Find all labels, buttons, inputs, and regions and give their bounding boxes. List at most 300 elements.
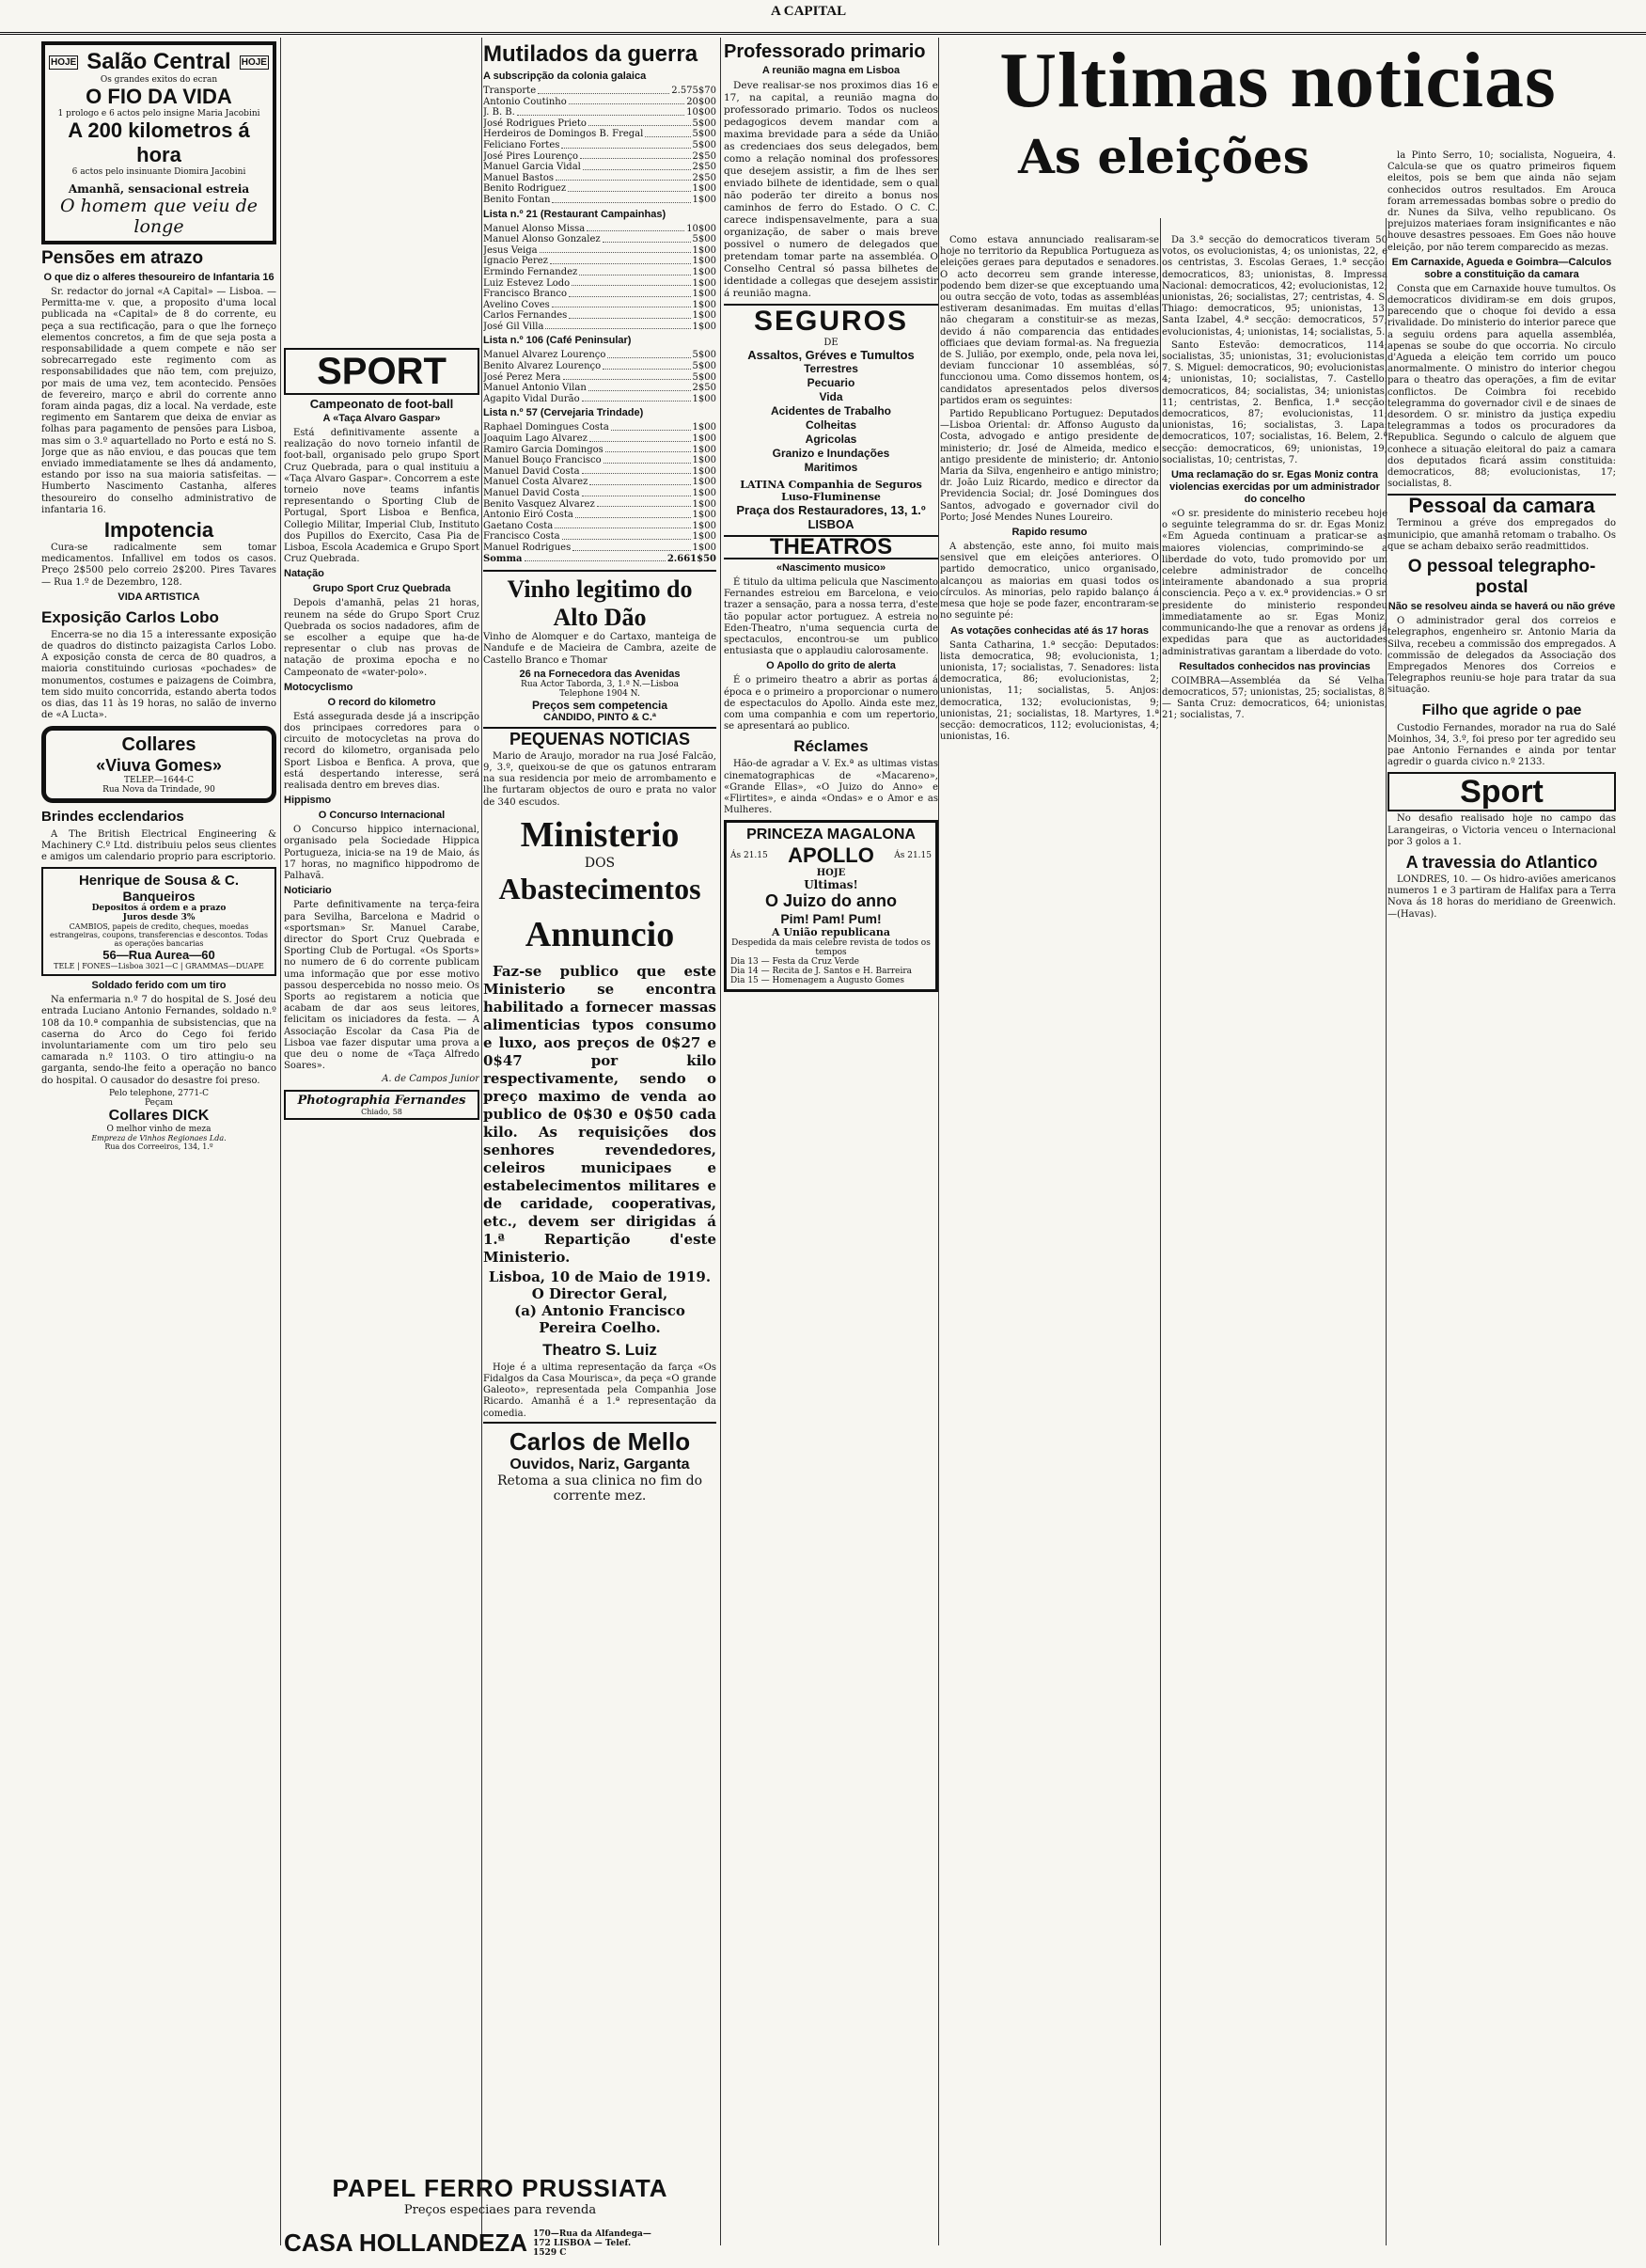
list-row xyxy=(483,256,716,267)
list-row xyxy=(483,361,716,372)
column-5 xyxy=(940,235,1159,745)
subhead: «Nascimento musico» xyxy=(776,562,886,574)
row-label: Raphael Domingues Costa xyxy=(483,422,609,433)
row-label: Benito Vasquez Alvarez xyxy=(483,498,595,510)
row-label: J. B. B. xyxy=(483,107,515,118)
ad-address: 26 na Fornecedora das Avenidas xyxy=(519,668,681,680)
section-title: Sport xyxy=(1387,772,1616,811)
list-row xyxy=(483,383,716,394)
subhead: Soldado ferido com um tiro xyxy=(91,980,227,992)
row-value: 1$00 xyxy=(692,531,716,543)
row-value: 2$50 xyxy=(692,383,716,394)
ad-body: Faz-se publico que este Ministerio se encontra habilitado a fornecer massas alimenticias typos consumo e luxo, aos preços de 0$27 e 0$47 por kilo respectivamente, sendo o preço maximo de venda ao publico de 0$30 e 0$50 cada kilo. As requisições dos senhores revendedores, celeiros municipaes e estabelecimentos militares e de caridade, cooperativas, etc., devem ser dirigidas á 1.ª Repartição d'este Ministerio. xyxy=(483,962,716,1266)
list-row xyxy=(483,234,716,245)
ad-address: Rua dos Correeiros, 134, 1.º xyxy=(104,1142,213,1151)
seguros-ad xyxy=(724,304,938,531)
headline: Pensões em atrazo xyxy=(41,248,204,268)
ad-line: Pim! Pam! Pum! xyxy=(780,911,882,927)
ad-line: DE xyxy=(823,338,839,348)
henrique-sousa-ad xyxy=(41,867,276,976)
list-row xyxy=(483,521,716,532)
ad-line: Dia 14 — Recita de J. Santos e H. Barreira xyxy=(730,967,912,977)
masthead-title: A CAPITAL xyxy=(771,4,847,19)
list-row xyxy=(483,86,716,97)
subhead: A subscripção da colonia galaica xyxy=(483,71,647,82)
ad-line: Dia 15 — Homenagem a Augusto Gomes xyxy=(730,976,904,986)
ad-title: Henrique de Sousa & C. xyxy=(78,873,240,890)
ad-line: Agricolas xyxy=(805,433,857,446)
ad-title: CASA HOLLANDEZA xyxy=(284,2229,528,2257)
subhead: Noticiario xyxy=(284,885,332,897)
tomorrow-label: Amanhã, sensacional estreia xyxy=(68,182,250,196)
row-label: Avelino Coves xyxy=(483,299,550,310)
subhead: Não se resolveu ainda se haverá ou não gréve xyxy=(1387,601,1616,613)
ad-body: Vinho de Alomquer e do Cartaxo, manteiga de Nandufe e de Macieira de Cambra, azeite de Castello Branco e Thomar xyxy=(483,632,716,666)
row-value: 2$50 xyxy=(692,162,716,173)
list-row xyxy=(483,322,716,333)
headline: Brindes ecclendarios xyxy=(41,808,184,825)
row-value: 1$00 xyxy=(692,256,716,267)
list-row xyxy=(483,488,716,499)
column-4 xyxy=(724,38,938,996)
row-label: Antonio Coutinho xyxy=(483,96,567,107)
row-label: Somma xyxy=(483,553,523,564)
headline: PEQUENAS NOTICIAS xyxy=(483,727,716,749)
subhead: O que diz o alferes thesoureiro de Infantaria 16 xyxy=(43,272,274,283)
row-value: 20$00 xyxy=(686,96,716,107)
subhead: O Concurso Internacional xyxy=(318,810,446,822)
row-label: Joaquim Lago Alvarez xyxy=(483,433,588,445)
ad-line: Pelo telephone, 2771-C xyxy=(109,1088,209,1098)
article-body: COIMBRA—Assembléa da Sé Velha: democraticos, 57; unionistas, 25; socialistas, 8. — Santa Cruz: democraticos, 64; unionistas, 21; socialistas, 7. xyxy=(1162,675,1387,721)
row-value: 1$00 xyxy=(692,310,716,322)
subhead: Lista n.º 57 (Cervejaria Trindade) xyxy=(483,407,644,419)
donor-list xyxy=(483,224,716,333)
ad-title: Ministerio xyxy=(520,814,680,855)
list-row xyxy=(483,162,716,173)
list-row xyxy=(483,445,716,456)
row-value: 1$00 xyxy=(692,183,716,195)
ad-line: Empreza de Vinhos Regionaes Lda. xyxy=(91,1133,227,1142)
ad-line: Despedida da mais celebre revista de todos os tempos xyxy=(731,938,931,958)
article-body: Santa Catharina, 1.ª secção: Deputados: lista democratica, 98; evolucionista, 1; unionista, 17; socialistas, 7. Senadores: lista democratica, 86; evolucionistas, 2; unionistas, 11; socialistas, 5. Anjos: democratica, 132; evolucionistas, 9; unionistas, 21; socialistas, 18. Martyres, 1.ª secção: democraticos, 112; evolucionistas, 4; unionistas, 16. xyxy=(940,639,1159,743)
ad-line: Vida xyxy=(819,390,843,403)
row-label: Manuel Alonso Gonzalez xyxy=(483,234,601,245)
subhead: Rapido resumo xyxy=(1011,527,1088,539)
article-body: Custodio Fernandes, morador na rua do Salé Moinhos, 34, 3.º, foi preso por ter agredido seu pae Antonio Fernandes e ainda por tentar agredir o guarda civico n.º 2133. xyxy=(1387,722,1616,768)
article-body: Hoje é a ultima representação da farça «Os Fidalgos da Casa Mourisca», da peça «O grande Galeoto», representada pela Companhia Jose Ricardo. Amanhã é a 1.ª representação da comedia. xyxy=(483,1362,716,1419)
article-body: Como estava annunciado realisaram-se hoje no territorio da Republica Portugueza as eleições geraes para deputados e senadores. O acto decorreu sem grande interesse, podendo bem dizer-se que exceptuando uma ou outra secção de voto, todas as assembléas estiveram desanimadas. Em muitas d'ellas não chegaram a constituir-se as mezas, devido á não comparencia das entidades officiaes que deviam formal-as. Na freguezia de S. Julião, por exemplo, onde, pela nova lei, deviam funccionar 10 assembléas, só funccionou uma. Como dissemos hontem, os candidatos apresentados pelos diversos partidos eram os seguintes: xyxy=(940,235,1159,406)
ad-signature: (a) Antonio Francisco Pereira Coelho. xyxy=(514,1301,685,1336)
ad-title: Carlos de Mello xyxy=(509,1426,691,1456)
venue-name: Salão Central xyxy=(86,49,231,74)
list-row xyxy=(483,433,716,445)
article-body: Consta que em Carnaxide houve tumultos. Os democraticos dividiram-se em dois grupos, parecendo que o choque foi devido a essa rivalidade. Do ministerio do interior parece que a seguiu ordens para aquella assembléa, apenas se soube do que occorria. No circulo d'Agueda a eleição tem corrido um pouco anormalmente. O ministro do interior chegou para o theatro das operações, a fim de evitar conflictos. De Coimbra foi recebido telegramma do governador civil e de sinaes de desordem. O sr. ministro da justiça expediu telegrammas a todos os procuradores da Republica. Segundo o calculo de alguem que conhece a situação eleitoral do paiz a camara dos deputados ficará assim constituida: democraticos, 88; evolucionistas, 17; socialistas, 8. xyxy=(1387,283,1616,490)
subhead: Lista n.º 21 (Restaurant Campainhas) xyxy=(483,208,666,220)
list-row xyxy=(483,129,716,140)
article-body: Mario de Araujo, morador na rua José Falcão, 9, 3.º, queixou-se de que os gatunos entraram na sua residencia por meio de arrombamento e lhe furtaram objectos de ouro e prata no valor de 340 escudos. xyxy=(483,750,716,808)
row-value: 5$00 xyxy=(692,118,716,129)
row-label: Carlos Fernandes xyxy=(483,310,568,322)
ad-line: Terrestres xyxy=(804,362,858,375)
ad-subtitle: Preços especiaes para revenda xyxy=(403,2203,597,2217)
row-label: Manuel Rodrigues xyxy=(483,542,572,553)
subhead: As votações conhecidas até ás 17 horas xyxy=(950,624,1149,637)
row-value: 5$00 xyxy=(692,139,716,150)
article-body: Encerra-se no dia 15 a interessante exposição de quadros do distincto paizagista Carlos Lobo. A exposição consta de cerca de 80 quadros, a maioria constituindo curiosas «pochades» de monumentos, costumes e paizagens de Coimbra, tem sido muito concorrida, estando aberta todos os dias, das 11 às 19 horas, no salão de inverno de «A Lucta». xyxy=(41,629,276,721)
ad-address: Chiado, 58 xyxy=(361,1107,402,1116)
list-row xyxy=(483,499,716,511)
row-value: 2$50 xyxy=(692,150,716,162)
row-label: Francisco Branco xyxy=(483,289,568,300)
article-body: Está assegurada desde já a inscripção dos principaes corredores para o circuito de motocycletas na prova do record do kilometro, organisada pelo Sport Lisboa e Benfica. A prova, que está despertando interesse, será realisada dentro em breves dias. xyxy=(284,711,479,792)
list-row xyxy=(483,173,716,184)
list-row xyxy=(483,195,716,206)
row-label: Ignacio Perez xyxy=(483,256,548,267)
collares-ad xyxy=(41,726,276,803)
subhead: Motocyclismo xyxy=(284,681,353,693)
section-headline: As eleições xyxy=(1018,129,1309,184)
row-value: 1$00 xyxy=(692,542,716,553)
list-row xyxy=(483,97,716,108)
article-body: la Pinto Serro, 10; socialista, Nogueira, 4. Calcula-se que os quatro primeiros fiquem eleitos, pois se bem que ainda não sejam conhecidos outros resultados. Em Arouca foram arremessadas bombas sobre o predio do dr. Nunes da Silva, velho republicano. Os prejuizos materiaes foram insignificantes e não houve desastres pessoaes. Em Goes não houve eleição, por não terem comparecido as mezas. xyxy=(1387,150,1616,253)
ad-line: Preços sem competencia xyxy=(531,698,668,712)
subhead: Hippismo xyxy=(284,795,332,807)
article-body: O Concurso hippico internacional, organisado pela Sociedade Hippica Portugueza, inicia-se na 19 de Maio, ás 17 horas, no magnifico hippodromo de Palhavã. xyxy=(284,825,479,882)
row-value: 2$50 xyxy=(692,172,716,183)
article-body: Deve realisar-se nos proximos dias 16 e 17, na capital, a reunião magna do professorado primario. Todos os nucleos pedagogicos devem mandar com a maxima brevidade para a séde da União as credenciaes dos seus delegados, bem como a relação nominal dos professores que desejem assistir, a fim de lhes ser enviado bilhete de identidade, sem o qual não poderão ter direito a bonus nos caminhos de ferro do Estado. O C. C. carece indispensavelmente, para a sua organização, de saber o mais breve possivel o numero de delegados que pretendam tomar parte na assembléa. O Conselho Central só passa bilhetes de identidade a collegas que desejem assistir á reunião magna. xyxy=(724,80,938,299)
ad-title: Abastecimentos xyxy=(498,871,701,906)
article-body: O administrador geral dos correios e telegraphos, engenheiro sr. Antonio Maria da Silva, recebeu a commissão dos empregados. A commissão de delegados da Associação dos Empregados Menores dos Correios e Telegraphos reuniu-se hoje para tratar da sua situação. xyxy=(1387,616,1616,696)
row-value: 1$00 xyxy=(692,289,716,300)
film-title: A 200 kilometros á hora xyxy=(68,118,250,166)
list-row xyxy=(483,140,716,151)
column-rule xyxy=(280,38,281,2245)
ad-telephone: TELE | FONES—Lisboa 3021—C | GRAMMAS—DUAPE xyxy=(54,962,264,971)
ad-line: Granizo e Inundações xyxy=(772,447,890,460)
ad-line: O melhor vinho de meza xyxy=(106,1124,212,1134)
column-rule xyxy=(481,38,482,2245)
row-value: 1$00 xyxy=(692,266,716,277)
list-row xyxy=(483,183,716,195)
donor-list xyxy=(483,350,716,404)
subhead: Lista n.º 106 (Café Peninsular) xyxy=(483,335,632,347)
row-label: Manuel Bastos xyxy=(483,172,554,183)
article-body: Terminou a gréve dos empregados do municipio, que amanhã retomam o trabalho. Os que se acham debaixo serão readmittidos. xyxy=(1387,518,1616,552)
ad-city: LISBOA xyxy=(807,517,854,531)
hoje-label: HOJE xyxy=(241,56,267,68)
article-body: A The British Electrical Engineering & Machinery C.º Ltd. distribuiu pelos seus clientes e amigos um calendario proprio para escriptorio. xyxy=(41,828,276,862)
ad-venue: APOLLO xyxy=(788,843,874,868)
dick-ad xyxy=(41,1089,276,1151)
article-body: «O sr. presidente do ministerio recebeu hoje o seguinte telegramma do sr. dr. Egas Moniz: «Em Agueda continuam a praticar-se as maiores violencias, comprimindo-se a liberdade do voto, tudo promovido por um celebre administrador de concelho inteiramente abandonado a sua propria consciencia. Peço a v. ex.ª providencias.» O sr. presidente do ministerio respondeu immediatamente ao sr. Egas Moniz, communicando-lhe que a renovar as ordens já expedidas para que as auctoridades administrativas garantam a liberdade do voto. xyxy=(1162,509,1387,657)
carlos-mello-ad xyxy=(483,1422,716,1504)
row-label: José Rodrigues Prieto xyxy=(483,118,587,129)
article-body: Na enfermaria n.º 7 do hospital de S. José deu entrada Luciano Antonio Fernandes, soldado n.º 108 da 10.ª companhia de subsistencias, que na caserna do Arco do Cego foi ferido involuntariamente com um tiro pelo seu camarada n.º 1103. O tiro attingiu-o na garganta, sendo-lhe feito a operação no banco do hospital. O causador do desastre foi preso. xyxy=(41,995,276,1086)
hoje-label: HOJE xyxy=(816,868,846,879)
row-label: Manuel David Costa xyxy=(483,488,580,498)
ad-lines xyxy=(724,348,938,475)
row-value: 1$00 xyxy=(692,194,716,205)
donor-list xyxy=(483,422,716,553)
ad-address: Rua Nova da Trindade, 90 xyxy=(102,784,215,795)
list-row xyxy=(483,300,716,311)
ad-address: 170—Rua da Alfandega—172 LISBOA — Telef. 1529 C xyxy=(533,2229,651,2258)
list-row xyxy=(483,422,716,433)
row-value: 1$00 xyxy=(692,321,716,332)
article-body: LONDRES, 10. — Os hidro-aviões americanos numeros 1 e 3 partiram de Halifax para a Terra Nova ás 18 horas do meridiano de Greenwich.—(Havas). xyxy=(1387,874,1616,920)
list-row xyxy=(483,224,716,235)
article-body: Sr. redactor do jornal «A Capital» — Lisboa. — Permitta-me v. que, a proposito d'uma local publicada na «Capital» de 8 do corrente, eu peça a sua rectificação, para o que lhe forneço elementos concretos, a fim de que seja posta a responsabilidade a quem compete e não ser sobrecarregado este regimento com as responsabilidades que não tem, com prejuizo, por mais de uma vez, tem acontecido. Pensões de fevereiro, março e abril do corrente anno foram ainda pagas, diz a local. Na verdade, este regimento em Santarem que deixa de enviar as folhas para pagamento de pensões para Lisboa, mas sim o 3.º aquartellado no Porto e está no S. Jorge que as não enviou, e das poucas que tem enviado immediatamente se lhes dá andamento, estando por isso na sua maioria satisfeitas. — Humberto Nascimento Castanha, alferes thesoureiro do conselho administrativo de infantaria 16. xyxy=(41,287,276,515)
column-7 xyxy=(1387,150,1616,922)
subhead: Em Carnaxide, Agueda e Goimbra—Calculos sobre a constituição da camara xyxy=(1391,256,1612,280)
article-body: É titulo da ultima pelicula que Nascimento Fernandes estreiou em Barcelona, e veio trazer a sensação, para a nossa terra, d'este tão popular actor portuguez. A estreia no Eden-Theatro, n'uma sequencia curta de spectaculos, encontrou-se um publico entusiasta que o applaudiu calorosamente. xyxy=(724,577,938,657)
ad-line: Assaltos, Gréves e Tumultos xyxy=(747,348,915,362)
row-label: Transporte xyxy=(483,86,537,96)
row-label: José Perez Mera xyxy=(483,371,561,383)
row-label: Feliciano Fortes xyxy=(483,139,560,150)
row-label: Francisco Costa xyxy=(483,531,560,543)
subhead: Grupo Sport Cruz Quebrada xyxy=(312,583,451,595)
headline: Mutilados da guerra xyxy=(483,41,698,67)
subhead: Natação xyxy=(284,568,324,580)
ad-line: Dia 13 — Festa da Cruz Verde xyxy=(730,957,859,968)
article-body: Partido Republicano Portuguez: Deputados—Lisboa Oriental: dr. Affonso Augusto da Costa, advogado e antigo presidente de ministerio; dr. José de Almeida, medico e antigo presidente de ministerio; dr. Antonio Maria da Silva, engenheiro e antigo ministro; dr. João Luiz Ricardo, medico e director da Previdencia Social; dr. José Domingues dos Santos, advogado e governador civil do Porto; José Mendes Nunes Loureiro. xyxy=(940,409,1159,523)
headline: O pessoal telegrapho-postal xyxy=(1407,557,1596,598)
list-row xyxy=(483,151,716,163)
ad-line: CANDIDO, PINTO & C.ª xyxy=(543,711,656,723)
ad-telephone: TELEP.—1644-C xyxy=(123,775,195,785)
ad-title: Photographia Fernandes xyxy=(297,1093,466,1108)
princeza-magalona-ad xyxy=(724,820,938,992)
row-value: 1$00 xyxy=(692,444,716,455)
donor-list xyxy=(483,97,716,206)
ad-title: Collares DICK xyxy=(108,1107,210,1124)
row-label: Ermindo Fernandez xyxy=(483,266,578,277)
row-value: 2.661$50 xyxy=(666,553,716,564)
article-body: Hão-de agradar a V. Ex.ª as ultimas vistas cinematographicas de «Macareno», «Grande Ellas», «O Juizo do Anno» e «Flirtites», e ainda «Ondas» e o Amor e as Mulheres. xyxy=(724,759,938,816)
ad-line: Depositos á ordem e a prazo xyxy=(91,904,227,914)
row-value: 1$00 xyxy=(692,277,716,289)
row-value: 5$00 xyxy=(692,350,716,361)
row-label: Manuel Alvarez Lourenço xyxy=(483,350,606,361)
section-title: THEATROS xyxy=(724,535,938,559)
ad-title: Collares xyxy=(121,733,196,755)
row-label: Agapito Vidal Durão xyxy=(483,393,580,404)
ad-title: SEGUROS xyxy=(753,306,909,337)
photographia-ad xyxy=(284,1090,479,1120)
row-label: Manuel Costa Alvarez xyxy=(483,477,588,488)
ad-subtitle: Ouvidos, Nariz, Garganta xyxy=(509,1456,690,1473)
column-rule xyxy=(1160,218,1161,2245)
list-row xyxy=(483,477,716,488)
subhead: Campeonato de foot-ball xyxy=(309,397,454,411)
ad-telephone: Telephone 1904 N. xyxy=(559,688,640,699)
row-value: 1$00 xyxy=(692,465,716,477)
list-row xyxy=(483,531,716,543)
list-row xyxy=(483,310,716,322)
ministerio-ad xyxy=(483,814,716,1336)
article-body: Da 3.ª secção do democraticos tiveram 50 votos, os evolucionistas, 4; os unionistas, 22, e os centristas, 3. Escolas Geraes, 1.ª secção: democraticos, 83; unionistas, 8. Impressa Nacional: democraticos, 42; evolucionistas, 12; unionistas, 26; socialistas, 27; centristas, 4. S. Thiago: democraticos, 95; unionistas, 13. Santa Izabel, 4.ª secção: democraticos, 57; evolucionistas, 4; unionistas, 14; socialistas, 5. xyxy=(1162,235,1387,338)
list-row xyxy=(483,107,716,118)
ad-signature: O Director Geral, xyxy=(531,1284,668,1302)
article-body: Cura-se radicalmente sem tomar medicamentos. Infallivel em todos os casos. Preço 2$500 pelo correio 2$200. Pires Tavares — Rua 1.º de Dezembro, 128. xyxy=(41,543,276,588)
row-label: José Pires Lourenço xyxy=(483,150,579,162)
ad-time: Ás 21.15 xyxy=(730,851,768,861)
article-body: Parte definitivamente na terça-feira para Sevilha, Barcelona e Madrid o «sportsman» Sr. Manuel Carabe, director do Sport Cruz Quebrada e Sporting Club de Portugal. «Os Sports» no numero de 6 do corrente publicam uma informação que por esse motivo passou despercebida no nosso meio. Os Sports ao registarem a noticia que acabam de dar aos seus leitores, felicitam os iniciadores da festa. — A Associação Escolar da Casa Pia de Lisboa vae fazer disputar uma prova a que deu o nome de «Taça Alfredo Soares». xyxy=(284,900,479,1072)
masthead xyxy=(0,0,1646,35)
ad-subtitle: Banqueiros xyxy=(122,889,196,905)
ad-line: Juros desde 3% xyxy=(122,913,196,923)
ad-line: Acidentes de Trabalho xyxy=(770,404,892,417)
row-label: Benito Fontan xyxy=(483,194,551,205)
list-row xyxy=(483,289,716,300)
row-value: 1$00 xyxy=(692,477,716,488)
row-value: 1$00 xyxy=(692,510,716,521)
headline: Pessoal da camara xyxy=(1387,494,1616,516)
papel-ferro-ad xyxy=(284,2174,716,2217)
salao-central-ad xyxy=(41,41,276,244)
row-label: Jesus Veiga xyxy=(483,244,538,256)
list-row xyxy=(483,278,716,290)
ad-brand: «Viuva Gomes» xyxy=(96,755,222,775)
ad-title: Vinho legitimo do Alto Dão xyxy=(507,575,693,632)
row-label: Antonio Eiró Costa xyxy=(483,510,573,521)
page-headline: Ultimas noticias xyxy=(999,37,1557,124)
row-value: 1$00 xyxy=(692,520,716,531)
row-label: José Gil Villa xyxy=(483,321,544,332)
headline: Impotencia xyxy=(103,518,214,543)
column-6 xyxy=(1162,235,1387,724)
ad-title: PAPEL FERRO PRUSSIATA xyxy=(332,2174,668,2202)
film-title: O homem que veiu de longe xyxy=(59,196,259,237)
headline: Réclames xyxy=(793,737,869,756)
row-label: Manuel Bouço Francisco xyxy=(483,455,602,466)
ad-line: Colheitas xyxy=(805,418,856,432)
row-value: 10$00 xyxy=(686,223,716,234)
ad-title: DOS xyxy=(584,855,616,871)
list-row xyxy=(483,245,716,257)
hoje-label: HOJE xyxy=(51,56,77,68)
row-label: Gaetano Costa xyxy=(483,520,554,531)
ad-title: PRINCEZA MAGALONA xyxy=(746,827,916,843)
row-label: Manuel Alonso Missa xyxy=(483,223,586,234)
row-label: Luiz Estevez Lodo xyxy=(483,277,571,289)
list-row xyxy=(483,543,716,554)
ad-line: A União republicana xyxy=(772,926,890,939)
ad-date: Lisboa, 10 de Maio de 1919. xyxy=(488,1268,712,1285)
article-body: No desafio realisado hoje no campo das Larangeiras, o Victoria venceu o Internacional por 3 golos a 1. xyxy=(1387,813,1616,847)
list-row xyxy=(483,510,716,521)
headline: Filho que agride o pae xyxy=(1421,701,1582,718)
ad-line: Pecuario xyxy=(807,376,855,389)
article-body: A abstenção, este anno, foi muito mais sensivel que em eleições anteriores. O partido democratico, unico organisado, alcançou as maiorias em quasi todos os círculos. As minorias, pelo rapido balanço á mesa que hoje se pode fazer, encontraram-se no seguinte pé: xyxy=(940,542,1159,622)
article-body: É o primeiro theatro a abrir as portas á época e o primeiro a proporcionar o numero de espectaculos do Apollo. Ainda este mez, com uma companhia e com um repertorio, se apresentará ao publico. xyxy=(724,675,938,732)
row-label: Ramiro Garcia Domingos xyxy=(483,444,604,455)
ad-time: Ás 21.15 xyxy=(894,851,932,861)
row-label: Herdeiros de Domingos B. Fregal xyxy=(483,129,644,140)
ad-line: Peçam xyxy=(145,1097,173,1108)
row-value: 1$00 xyxy=(692,244,716,256)
ad-title: Annuncio xyxy=(525,914,675,954)
row-label: Benito Rodriguez xyxy=(483,183,567,195)
list-row xyxy=(483,350,716,361)
ad-line: CAMBIOS, papeis de credito, cheques, moedas estrangeiras, coupons, transferencias e descontos. Todas as operações bancarias xyxy=(49,922,269,949)
ad-address: Praça dos Restauradores, 13, 1.º xyxy=(736,503,926,517)
row-value: 10$00 xyxy=(686,107,716,118)
ad-address: Rua Actor Taborda, 3, 1.ª N.—Lisboa xyxy=(521,679,679,689)
column-2 xyxy=(284,38,479,1124)
list-row xyxy=(483,372,716,384)
row-value: 1$00 xyxy=(692,299,716,310)
subhead: Uma reclamação do sr. Egas Moniz contra violencias exercidas por um administrador do concelho xyxy=(1169,469,1380,506)
article-body: Santo Estevão: democraticos, 114; socialistas, 35; unionistas, 31; evolucionistas, 7. S. Miguel: democraticos, 90; evolucionistas, 4; unionistas, 10; socialistas, 7. Castello: democraticos, 84; socialistas, 34; unionistas, 11; centristas, 2. Benfica, 1.ª secção: democraticos, 87; evolucionistas, 11; unionistas, 16; socialistas, 3. Lapa: democraticos, 107; socialistas, 16. Belem, 2.ª secção: democraticos, 69; unionistas, 19; socialistas, 10; centristas, 7. xyxy=(1162,339,1387,465)
headline: Theatro S. Luiz xyxy=(542,1340,657,1359)
list-row xyxy=(483,466,716,478)
row-label: Manuel Garcia Vidal xyxy=(483,162,581,173)
row-value: 5$00 xyxy=(692,361,716,372)
row-value: 1$00 xyxy=(692,422,716,433)
section-label: VIDA ARTISTICA xyxy=(118,591,200,603)
column-rule xyxy=(720,38,721,2245)
list-row xyxy=(483,455,716,466)
row-value: 1$00 xyxy=(692,488,716,498)
column-1 xyxy=(41,38,276,1151)
ad-line: Ultimas! xyxy=(804,878,858,892)
ad-tagline: Os grandes exitos do ecran xyxy=(100,75,218,85)
headline: A travessia do Atlantico xyxy=(1405,852,1598,872)
subhead: A «Taça Alvaro Gaspar» xyxy=(322,413,441,424)
list-row xyxy=(483,554,716,565)
section-title: SPORT xyxy=(284,348,479,395)
casa-hollandeza-ad xyxy=(284,2229,716,2258)
article-body: Está definitivamente assente a realização do novo torneio infantil de foot-ball, organisado pelo grupo Sport Cruz Quebrada, para o qual instituiu a «Taça Alvaro Gaspar». Concorrem a este torneio nove teams infantis representando o Sporting Club de Portugal, Sport Lisboa e Benfica, Collegio Militar, Imperial Club, Instituto dos Pupillos do Exercito, Casa Pia de Lisboa, Escola Academica e Grupo Sport Cruz Quebrada. xyxy=(284,428,479,565)
film-note: 1 prologo e 6 actos pelo insigne Maria Jacobini xyxy=(57,109,260,118)
row-label: Benito Alvarez Lourenço xyxy=(483,361,602,372)
film-note: 6 actos pelo insinuante Diomira Jacobini xyxy=(71,167,246,177)
row-value: 2.575$70 xyxy=(671,86,716,96)
row-value: 5$00 xyxy=(692,234,716,245)
ad-line: Maritimos xyxy=(804,461,858,474)
article-body: Depois d'amanhã, pelas 21 horas, reunem na séde do Grupo Sport Cruz Quebrada os socios nadadores, afim de se escolher a equipe que ha-de representar o club nas provas de natação de proxima epocha e no Campeonato de «water-polo». xyxy=(284,598,479,678)
vinho-ad xyxy=(483,570,716,723)
row-label: Manuel David Costa xyxy=(483,465,580,477)
byline: A. de Campos Junior xyxy=(382,1074,479,1085)
row-value: 5$00 xyxy=(692,129,716,140)
subhead: O Apollo do grito de alerta xyxy=(766,660,896,672)
row-value: 1$00 xyxy=(692,455,716,466)
row-value: 5$00 xyxy=(692,371,716,383)
column-3 xyxy=(483,38,716,1504)
row-value: 1$00 xyxy=(692,393,716,404)
subhead: Resultados conhecidos nas provincias xyxy=(1179,660,1371,672)
ad-address: 56—Rua Aurea—60 xyxy=(102,948,215,963)
row-value: 1$00 xyxy=(692,433,716,445)
ad-company: LATINA Companhia de Seguros Luso-Fluminense xyxy=(740,479,922,503)
list-row xyxy=(483,394,716,405)
ad-body: Retoma a sua clinica no fim do corrente mez. xyxy=(496,1473,703,1504)
row-label: Manuel Antonio Vilan xyxy=(483,383,587,394)
subhead: O record do kilometro xyxy=(327,696,436,708)
headline: Professorado primario xyxy=(724,41,926,62)
subhead: A reunião magna em Lisboa xyxy=(761,65,901,76)
list-row xyxy=(483,267,716,278)
list-row xyxy=(483,118,716,130)
column-rule xyxy=(938,38,939,2245)
ad-line: O Juizo do anno xyxy=(765,891,897,911)
film-title: O FIO DA VIDA xyxy=(86,85,232,108)
headline: Exposição Carlos Lobo xyxy=(41,607,219,626)
